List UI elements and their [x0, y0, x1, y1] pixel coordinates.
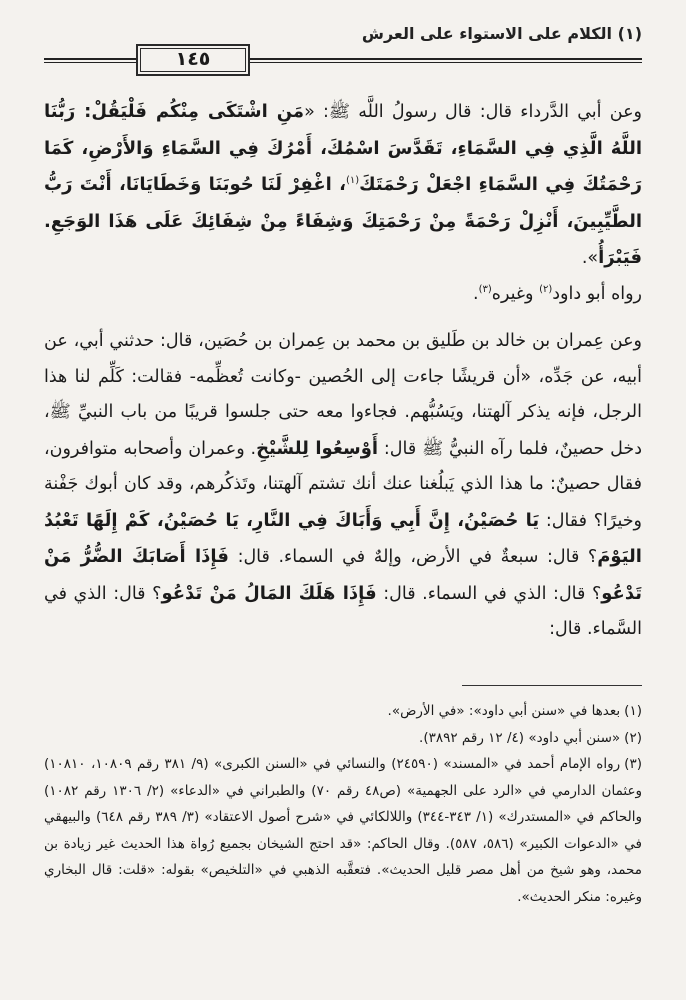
header-rule-thin [44, 62, 642, 63]
text-run: . وعمران وأصحابه متوافرون، فقال حصينٌ: ما هذا الذي يَبلُغنا عنك أنك تشتم آلهتنا، وتَذكُرهم، وقد كان أبوك جَفْنة وخيرًا؟ فقال: [44, 438, 642, 531]
footnote-number: (٢) [624, 729, 642, 746]
text-run: ؟ قال: الذي في السَّماء. قال: [44, 583, 642, 639]
text-run: ؟ قال: الذي في السماء. قال: [376, 583, 602, 604]
footnote-number: (١) [624, 703, 642, 719]
footnote-2 [44, 725, 642, 752]
footnote-number: (٣) [624, 756, 642, 772]
paragraph-imran [44, 324, 642, 648]
page-number-frame [136, 44, 250, 76]
footnote-ref: (٣) [478, 283, 492, 295]
footnote-ref: (٢) [539, 283, 553, 295]
footnote-separator [462, 685, 642, 686]
main-text [44, 94, 642, 648]
text-run: وعن أبي الدَّرداء قال: قال رسولُ اللَّه ﷺ: « [304, 102, 643, 122]
hadith-quote: ، اغْفِرْ لَنَا حُوبَنَا وَخَطَايَانَا، أَنْتَ رَبُّ الطَّيِّبِينَ، أَنْزِلْ رَحْمَةً مِنْ رَحْمَتِكَ وَشِفَاءً مِنْ شِفَائِكَ عَلَى هَذَا الوَجَعِ. فَيَبْرَأُ [44, 174, 642, 268]
paragraph-abu-darda [44, 94, 642, 312]
text-run: وغيره [491, 283, 540, 304]
footnote-1 [44, 698, 642, 725]
hadith-quote: فَإِذَا هَلَكَ المَالُ مَنْ تَدْعُو [161, 582, 377, 604]
header-rule [44, 58, 642, 60]
hadith-quote: يَا حُصَيْنُ، إِنَّ أَبِي وَأَبَاكَ فِي النَّارِ، يَا حُصَيْنُ، كَمْ إِلَهًا تَعْبُدُ اليَوْمَ [44, 509, 642, 567]
footnote-3 [44, 751, 642, 910]
running-title: (١) الكلام على الاستواء على العرش [361, 24, 642, 43]
footnote-text: «سنن أبي داود» (٤/ ١٢ رقم ٣٨٩٢). [419, 729, 621, 746]
text-run: ». [581, 248, 599, 268]
page-number: ١٤٥ [175, 48, 211, 70]
hadith-quote: أَوْسِعُوا لِلشَّيْخِ [256, 437, 379, 459]
footnote-text: بعدها في «سنن أبي داود»: «في الأرض». [387, 703, 621, 719]
footnote-text: رواه الإمام أحمد في «المسند» (٢٤٥٩٠) والنسائي في «السنن الكبرى» (٩/ ٣٨١ رقم ١٠٨٠٩، ١٠٨١٠) وعثمان الدارمي في «الرد على الجهمية» (ص٤٨ رقم ٧٠) والطبراني في «الدعاء» (٢/ ١٣٠٦ رقم ١٠٨٢) والحاكم في «المستدرك» (١/ ٣٤٣-٣٤٤) واللالكائي في «شرح أصول الاعتقاد» (٣/ ٣٨٩ رقم ٦٤٨) والبيهقي في «الدعوات الكبير» (٥٨٦، ٥٨٧). وقال الحاكم: «قد احتج الشيخان بجميع رُواة هذا الحديث غير زيادة بن محمد، وهو شيخ من أهل مصر قليل الحديث». فتعقَّبه الذهبي في «التلخيص» بقوله: «قلت: قال البخاري وغيره: منكر الحديث». [44, 756, 643, 905]
text-run: . [473, 283, 479, 304]
hadith-quote: مَنِ اشْتَكَى مِنْكُم فَلْيَقُلْ: رَبُّنَا اللَّهُ الَّذِي فِي السَّمَاءِ، تَقَدَّسَ اسْمُكَ، أَمْرُكَ فِي السَّمَاءِ وَالأَرْضِ، كَمَا رَحْمَتُكَ فِي السَّمَاءِ اجْعَلْ رَحْمَتَكَ [44, 101, 642, 195]
text-run: وعن عِمران بن خالد بن طَليق بن محمد بن عِمران بن حُصَين، قال: حدثني أبي، عن أبيه، عن جَدِّه، «أن قريشًا جاءت إلى الحُصين -وكانت تُعظِّمه- فقالت: كَلِّم لنا هذا الرجل، فإنه يذكر آلهتنا، ويَسُبُّهم. فجاءوا معه حتى جلسوا قريبًا من باب النبيِّ ﷺ، دخل حصينٌ، فلما رآه النبيُّ ﷺ قال: [44, 331, 642, 459]
page-header [44, 18, 642, 70]
text-run: ؟ قال: سبعةٌ في الأرض، وإلهٌ في السماء. قال: [228, 547, 598, 567]
footnote-ref: (١) [345, 175, 360, 187]
footnotes [44, 698, 642, 910]
hadith-quote: فَإِذَا أَصَابَكَ الضُّرُّ مَنْ تَدْعُو [44, 546, 642, 604]
text-run: رواه أبو داود [552, 283, 642, 304]
